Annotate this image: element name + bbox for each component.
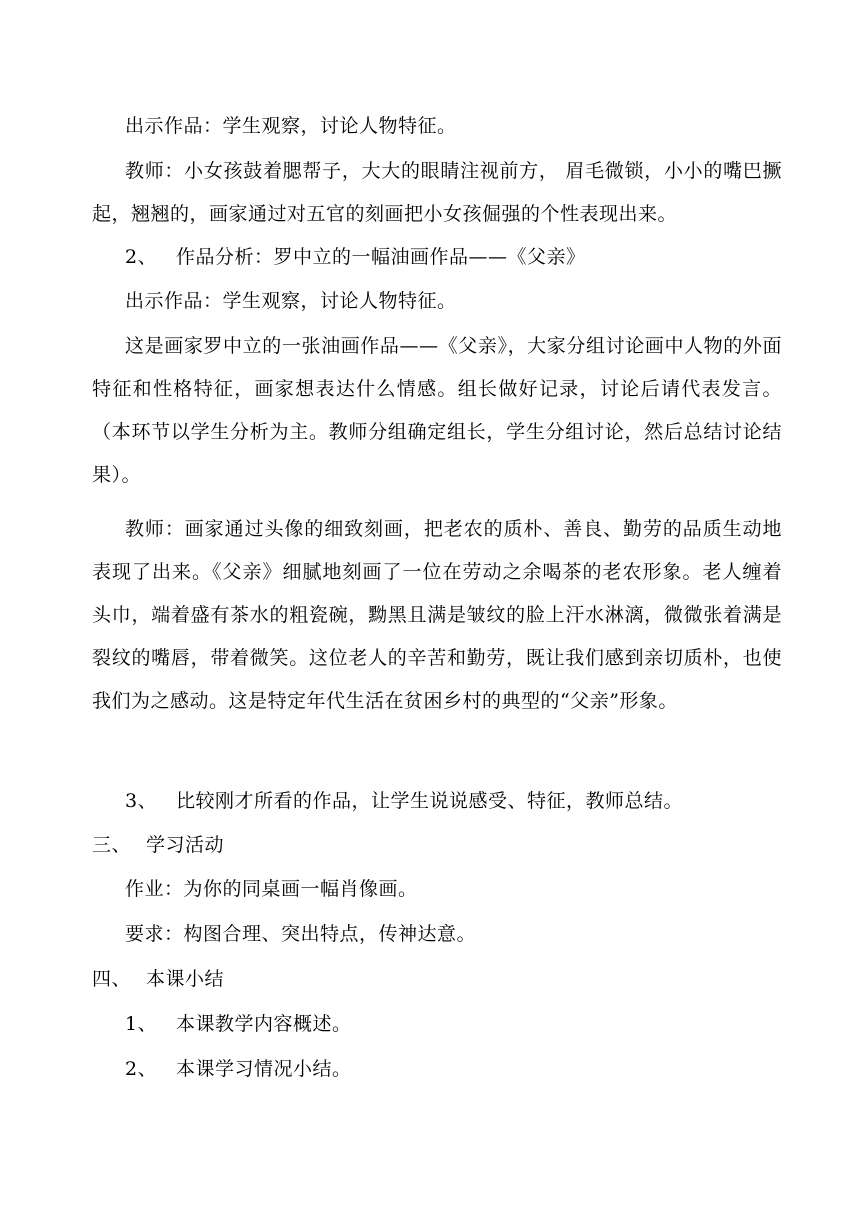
list-item-number: 2、 bbox=[125, 246, 158, 268]
paragraph-requirements: 要求：构图合理、突出特点，传神达意。 bbox=[125, 923, 477, 945]
section-number: 三、 bbox=[92, 834, 132, 856]
paragraph-homework: 作业：为你的同桌画一幅肖像画。 bbox=[125, 878, 418, 900]
paragraph-group-discussion: 这是画家罗中立的一张油画作品——《父亲》，大家分组讨论画中人物的外面特征和性格特征，画家想表达什么情感。组长做好记录，讨论后请代表发言。（本环节以学生分析为主。教师分组确定组长，学生分组讨论，然后总结讨论结果）。 bbox=[92, 335, 782, 486]
paragraph-teacher-father: 教师：画家通过头像的细致刻画，把老农的质朴、善良、勤劳的品质生动地表现了出来。《父亲》细腻地刻画了一位在劳动之余喝茶的老农形象。老人缠着头巾，端着盛有茶水的粗瓷碗，黝黑且满是皱纹的脸上汗水淋漓，微微张着满是裂纹的嘴唇，带着微笑。这位老人的辛苦和勤劳，既让我们感到亲切质朴，也使我们为之感动。这是特定年代生活在贫困乡村的典型的“父亲”形象。 bbox=[92, 518, 782, 712]
section-title: 学习活动 bbox=[146, 834, 225, 856]
paragraph-teacher-girl: 教师：小女孩鼓着腮帮子，大大的眼睛注视前方， 眉毛微锁，小小的嘴巴撅起，翘翘的，画家通过对五官的刻画把小女孩倔强的个性表现出来。 bbox=[92, 160, 782, 225]
list-item-text: 作品分析：罗中立的一幅油画作品——《父亲》 bbox=[176, 246, 586, 268]
paragraph-show-work-1: 出示作品：学生观察，讨论人物特征。 bbox=[125, 115, 457, 137]
paragraph-show-work-2: 出示作品：学生观察，讨论人物特征。 bbox=[125, 290, 457, 312]
list-item-number: 3、 bbox=[125, 790, 158, 812]
list-item-number: 2、 bbox=[125, 1058, 158, 1080]
list-item-text: 比较刚才所看的作品，让学生说说感受、特征，教师总结。 bbox=[176, 790, 684, 812]
section-title: 本课小结 bbox=[146, 968, 225, 990]
list-item-number: 1、 bbox=[125, 1013, 158, 1035]
section-number: 四、 bbox=[92, 968, 132, 990]
list-item-text: 本课学习情况小结。 bbox=[176, 1058, 352, 1080]
list-item-text: 本课教学内容概述。 bbox=[176, 1013, 352, 1035]
